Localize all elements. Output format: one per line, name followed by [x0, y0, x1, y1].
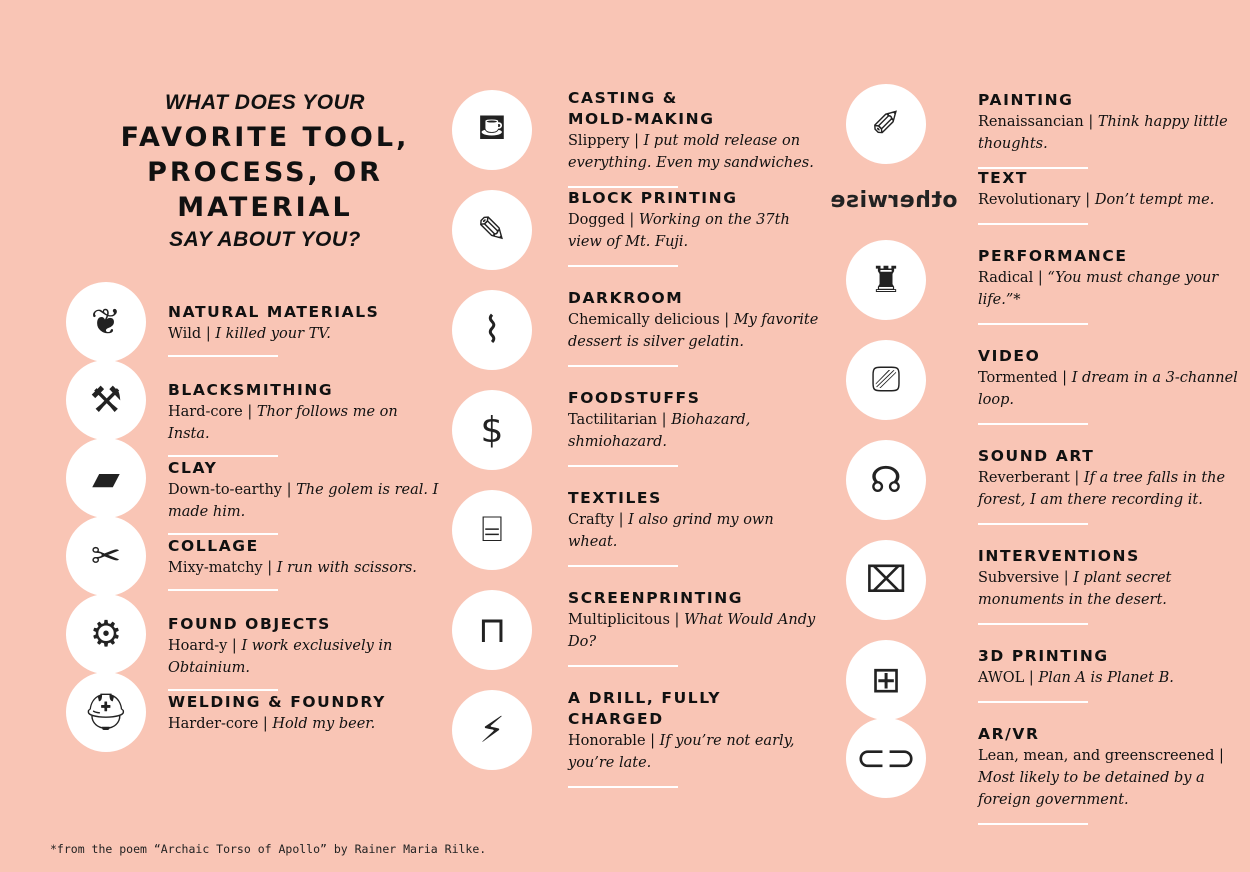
entry-ar-vr — [830, 716, 1240, 816]
entry-title: CLAY — [168, 459, 218, 477]
entry-title: PAINTING — [978, 91, 1074, 109]
carving-tool-icon: ✎ — [452, 190, 532, 270]
entry-title: COLLAGE — [168, 537, 259, 555]
entry-description: Wild | I killed your TV. — [168, 326, 331, 342]
entry-title: WELDING & FOUNDRY — [168, 693, 386, 711]
entry-sound-art — [830, 438, 1240, 538]
entry-blacksmithing — [42, 360, 442, 442]
vr-headset-icon: ⊂⊃ — [846, 718, 926, 798]
sewing-machine-icon: ⌸ — [452, 490, 532, 570]
mirrored-text-icon — [830, 162, 958, 242]
divider — [568, 565, 678, 567]
entry-description: Honorable | If you’re not early, you’re late. — [568, 733, 795, 771]
divider — [568, 465, 678, 467]
entry-title: FOODSTUFFS — [568, 389, 701, 407]
camera-icon: ⎚ — [846, 340, 926, 420]
entry-collage — [42, 516, 442, 594]
divider — [978, 523, 1088, 525]
entry-title: BLACKSMITHING — [168, 381, 334, 399]
entry-drill — [440, 680, 820, 780]
entry-title: NATURAL MATERIALS — [168, 303, 380, 321]
entry-textiles — [440, 480, 820, 580]
entry-description: Down-to-earthy | The golem is real. I made him. — [168, 482, 439, 520]
entry-title: FOUND OBJECTS — [168, 615, 331, 633]
squeegee-icon: ⊓ — [452, 590, 532, 670]
entry-description: Multiplicitous | What Would Andy Do? — [568, 612, 816, 650]
entry-foodstuffs — [440, 380, 820, 480]
entry-title: BLOCK PRINTING — [568, 189, 738, 207]
3d-printer-icon: ⊞ — [846, 640, 926, 720]
entry-title: 3D PRINTING — [978, 647, 1109, 665]
entry-block-printing — [440, 180, 820, 280]
entry-text — [830, 160, 1240, 238]
entry-description: Mixy-matchy | I run with scissors. — [168, 560, 417, 576]
divider — [978, 623, 1088, 625]
paint-tube-icon: ✐ — [846, 84, 926, 164]
headline-pre: WHAT DOES YOUR — [165, 91, 365, 114]
scissors-icon: ✂ — [66, 516, 146, 596]
entry-interventions — [830, 538, 1240, 638]
entry-description: AWOL | Plan A is Planet B. — [978, 670, 1174, 686]
welding-mask-icon: ⛑ — [66, 672, 146, 752]
column-2 — [440, 80, 820, 780]
divider — [568, 365, 678, 367]
divider — [168, 355, 278, 357]
divider — [978, 223, 1088, 225]
flour-sack-icon: $ — [452, 390, 532, 470]
entry-3d-printing — [830, 638, 1240, 716]
entry-title: SOUND ART — [978, 447, 1095, 465]
divider — [568, 265, 678, 267]
bucket-icon: ⛾ — [452, 90, 532, 170]
spray-can-icon: ⌧ — [846, 540, 926, 620]
entry-clay — [42, 438, 442, 520]
headline-post: SAY ABOUT YOU? — [169, 228, 361, 251]
entry-title: SCREENPRINTING — [568, 589, 744, 607]
entry-description: Renaissancian | Think happy little thoughts. — [978, 114, 1228, 152]
developing-tray-icon: ⌇ — [452, 290, 532, 370]
drill-icon: ⚡ — [452, 690, 532, 770]
performer-icon: ♜ — [846, 240, 926, 320]
column-3 — [830, 82, 1240, 816]
headline — [60, 90, 470, 253]
entry-description: Subversive | I plant secret monuments in the desert. — [978, 570, 1172, 608]
headline-line-2: PROCESS, OR — [147, 157, 383, 188]
anvil-icon: ⚒ — [66, 360, 146, 440]
entry-description: Radical | “You must change your life.”* — [978, 270, 1219, 308]
entry-natural-materials — [42, 282, 442, 360]
entry-description: Slippery | I put mold release on everything. Even my sandwiches. — [568, 133, 814, 171]
entry-description: Lean, mean, and greenscreened | Most likely to be detained by a foreign government. — [978, 748, 1224, 808]
entry-screenprinting — [440, 580, 820, 680]
entry-description: Harder-core | Hold my beer. — [168, 716, 376, 732]
headline-line-1: FAVORITE TOOL, — [120, 122, 410, 153]
headline-line-3: MATERIAL — [177, 192, 353, 223]
footnote: *from the poem “Archaic Torso of Apollo” by Rainer Maria Rilke. — [50, 842, 487, 856]
entry-description: Chemically delicious | My favorite dessert is silver gelatin. — [568, 312, 819, 350]
entry-description: Hard-core | Thor follows me on Insta. — [168, 404, 398, 442]
entry-title: PERFORMANCE — [978, 247, 1128, 265]
entry-description: Reverberant | If a tree falls in the forest, I am there recording it. — [978, 470, 1226, 508]
branch-icon: ❦ — [66, 282, 146, 362]
entry-title: TEXTILES — [568, 489, 662, 507]
divider — [568, 665, 678, 667]
entry-title-line-2: MOLD-MAKING — [568, 110, 715, 128]
divider — [978, 823, 1088, 825]
entry-video — [830, 338, 1240, 438]
divider — [978, 323, 1088, 325]
divider — [978, 423, 1088, 425]
entry-description: Hoard-y | I work exclusively in Obtainium. — [168, 638, 393, 676]
divider — [978, 701, 1088, 703]
entry-description: Tactilitarian | Biohazard, shmiohazard. — [568, 412, 751, 450]
entry-title: DARKROOM — [568, 289, 684, 307]
entry-performance — [830, 238, 1240, 338]
column-1 — [42, 282, 442, 750]
entry-found-objects — [42, 594, 442, 676]
entry-title: CASTING & — [568, 89, 678, 107]
divider — [568, 786, 678, 788]
headline-main — [60, 120, 470, 225]
headphones-icon: ☊ — [846, 440, 926, 520]
entry-title: TEXT — [978, 169, 1029, 187]
found-objects-icon: ⚙ — [66, 594, 146, 674]
entry-darkroom — [440, 280, 820, 380]
entry-title: A DRILL, FULLY CHARGED — [568, 689, 722, 728]
entry-welding-foundry — [42, 672, 442, 750]
entry-description: Tormented | I dream in a 3-channel loop. — [978, 370, 1238, 408]
entry-description: Dogged | Working on the 37th view of Mt. Fuji. — [568, 212, 790, 250]
entry-title: INTERVENTIONS — [978, 547, 1140, 565]
entry-casting-mold-making — [440, 80, 820, 180]
entry-description: Crafty | I also grind my own wheat. — [568, 512, 774, 550]
entry-painting — [830, 82, 1240, 160]
mirrored-word: otherwise — [830, 188, 958, 213]
entry-title: AR/VR — [978, 725, 1040, 743]
clay-icon: ▰ — [66, 438, 146, 518]
divider — [168, 589, 278, 591]
entry-title: VIDEO — [978, 347, 1041, 365]
entry-description: Revolutionary | Don’t tempt me. — [978, 192, 1215, 208]
